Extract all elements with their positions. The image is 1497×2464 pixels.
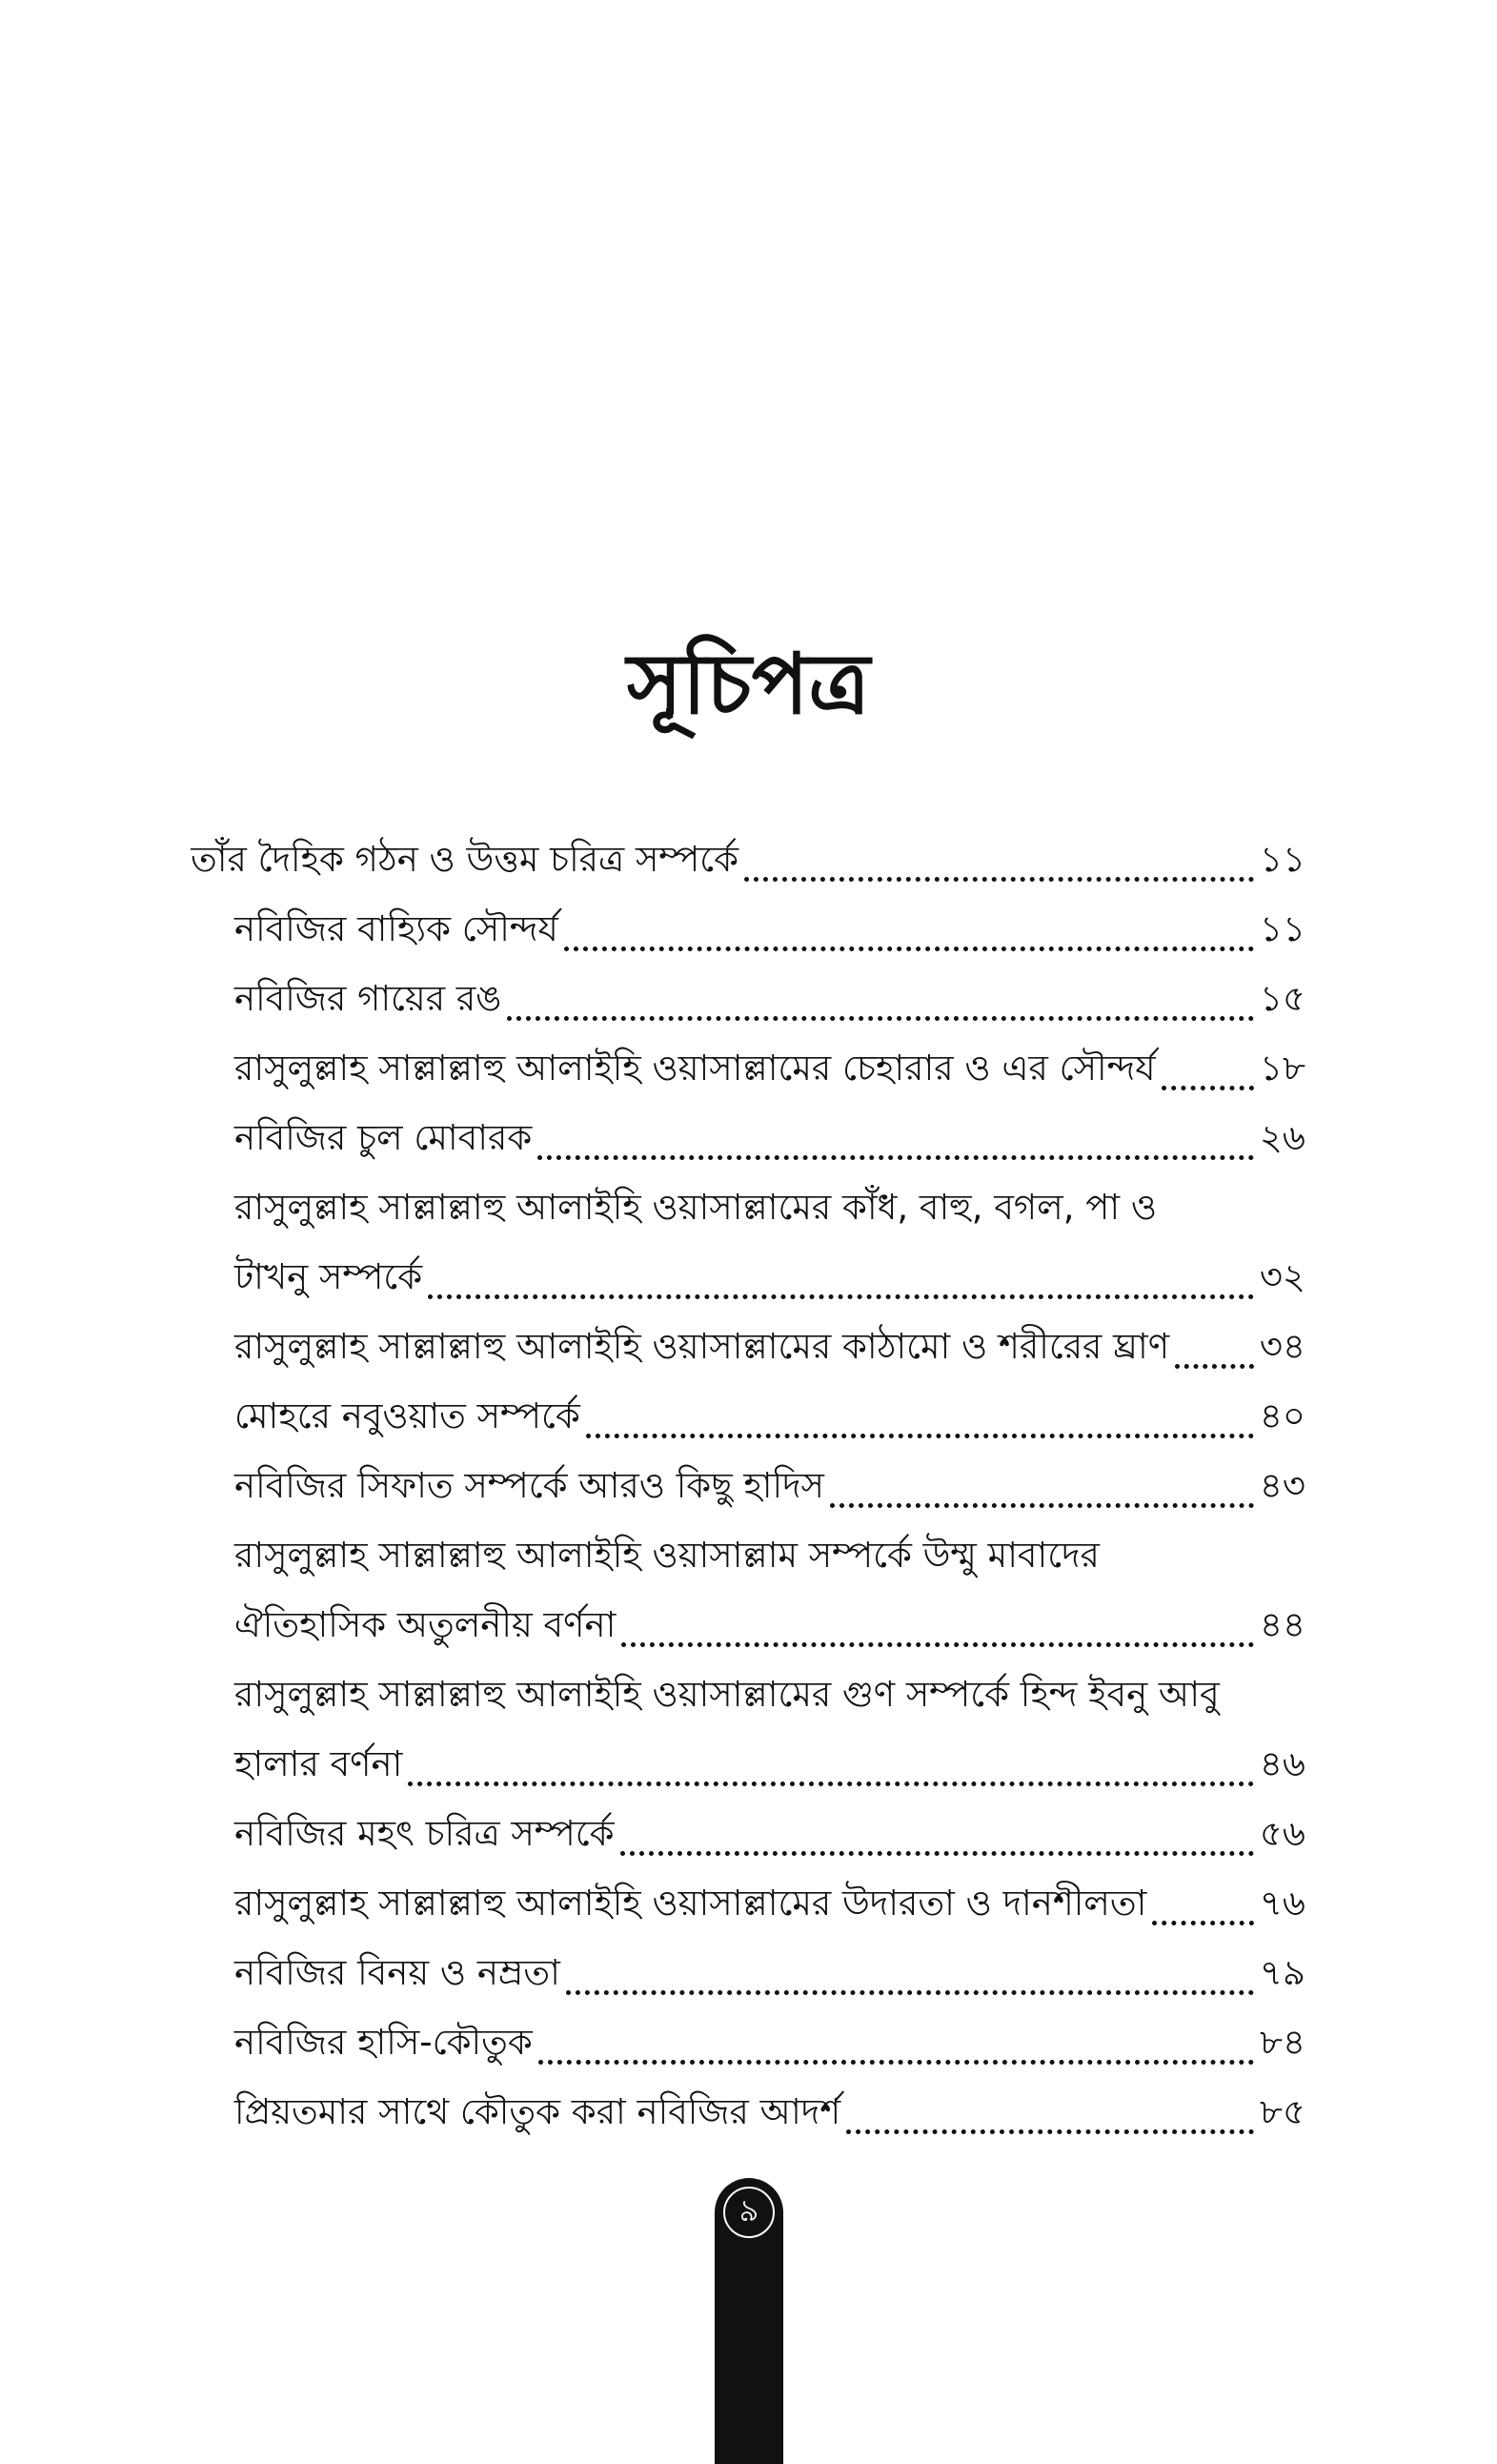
- toc-entry-label: নবিজির গায়ের রঙ: [234, 978, 502, 1019]
- toc-leader-dots: [846, 2129, 1254, 2134]
- toc-entry-label: রাসুলুল্লাহ সাল্লাল্লাহু আলাইহি ওয়াসাল্লামের কাঁধ, বাহু, বগল, পা ও: [234, 1187, 1158, 1228]
- toc-entry: [191, 1456, 1305, 1525]
- toc-leader-dots: [620, 1851, 1254, 1856]
- toc-entry-label: ঐতিহাসিক অতুলনীয় বর্ণনা: [234, 1604, 617, 1645]
- toc-entry: [191, 1108, 1305, 1177]
- toc-entry-label: নবিজির মহৎ চরিত্র সম্পর্কে: [234, 1813, 615, 1854]
- toc-leader-dots: [1162, 1086, 1254, 1090]
- toc-leader-dots: [621, 1642, 1254, 1647]
- toc-entry: [191, 968, 1305, 1038]
- toc-entry-page: ৩২: [1259, 1256, 1305, 1297]
- toc-entry-label: রাসুলুল্লাহ সাল্লাল্লাহু আলাইহি ওয়াসাল্লামের চেহারার ও এর সৌন্দর্য: [234, 1048, 1156, 1089]
- page-title: সূচিপত্র: [626, 635, 871, 733]
- toc-entry: [191, 1386, 1305, 1456]
- toc-entry-label: নবিজির চুল মোবারক: [234, 1117, 533, 1158]
- toc-entry-page: ৩৪: [1259, 1326, 1305, 1367]
- toc-leader-dots: [1175, 1364, 1254, 1369]
- toc-entry: [191, 1595, 1305, 1664]
- toc-entry: [191, 1316, 1305, 1386]
- toc-entry: [191, 1873, 1305, 1943]
- toc-entry-label: রাসুলুল্লাহ সাল্লাল্লাহু আলাইহি ওয়াসাল্লামের উদারতা ও দানশীলতা: [234, 1883, 1147, 1924]
- toc-entry: [191, 829, 1305, 899]
- toc-entry-page: ৪০: [1259, 1395, 1305, 1436]
- toc-entry: [191, 1943, 1305, 2012]
- toc-leader-dots: [586, 1434, 1254, 1438]
- table-of-contents: [191, 829, 1305, 2151]
- toc-entry-page: ৪৩: [1259, 1465, 1305, 1506]
- toc-leader-dots: [538, 2060, 1254, 2065]
- toc-entry-page: ২৬: [1259, 1117, 1305, 1158]
- toc-entry-label: হালার বর্ণনা: [234, 1743, 403, 1784]
- toc-entry-label: প্রিয়তমার সাথে কৌতুক করা নবিজির আদর্শ: [234, 2091, 841, 2132]
- toc-entry-page: ১৮: [1259, 1048, 1305, 1089]
- toc-entry-page: ৭৬: [1259, 1883, 1305, 1924]
- toc-entry: [191, 2082, 1305, 2151]
- toc-entry-wrapped: [191, 1664, 1305, 1734]
- toc-entry: [191, 899, 1305, 968]
- toc-entry: [191, 1038, 1305, 1108]
- toc-entry-page: ৫৬: [1259, 1813, 1305, 1854]
- toc-entry-page: ৭৯: [1259, 1952, 1305, 1993]
- toc-entry-label: নবিজির সিফাত সম্পর্কে আরও কিছু হাদিস: [234, 1465, 825, 1506]
- toc-entry-label: নবিজির বাহ্যিক সৌন্দর্য: [234, 908, 558, 949]
- toc-entry: [191, 1247, 1305, 1316]
- toc-leader-dots: [537, 1155, 1254, 1160]
- toc-entry-label: তাঁর দৈহিক গঠন ও উত্তম চরিত্র সম্পর্কে: [191, 839, 739, 880]
- toc-entry-wrapped: [191, 1525, 1305, 1595]
- toc-entry-page: ১১: [1259, 908, 1305, 949]
- toc-entry-label: রাসুলুল্লাহ সাল্লাল্লাহু আলাইহি ওয়াসাল্লামের গুণ সম্পর্কে হিন্দ ইবনু আবু: [234, 1674, 1220, 1715]
- toc-entry-label: নবিজির বিনয় ও নম্রতা: [234, 1952, 560, 1993]
- toc-leader-dots: [1152, 1921, 1254, 1925]
- toc-entry: [191, 1734, 1305, 1803]
- toc-entry-wrapped: [191, 1177, 1305, 1247]
- toc-entry-label: টাখনু সম্পর্কে: [234, 1256, 423, 1297]
- toc-entry: [191, 1803, 1305, 1873]
- page-number-tab: [715, 2178, 783, 2464]
- toc-entry-page: ৪৬: [1259, 1743, 1305, 1784]
- toc-leader-dots: [830, 1503, 1254, 1508]
- toc-leader-dots: [408, 1782, 1254, 1786]
- toc-entry: [191, 2012, 1305, 2082]
- toc-leader-dots: [507, 1016, 1254, 1021]
- toc-entry-page: ১১: [1259, 839, 1305, 880]
- toc-leader-dots: [744, 877, 1254, 882]
- toc-entry-page: ১৫: [1259, 978, 1305, 1019]
- toc-entry-label: রাসুলুল্লাহ সাল্লাল্লাহু আলাইহি ওয়াসাল্লাম সম্পর্কে উম্মু মাবাদের: [234, 1535, 1100, 1576]
- page-number: ৯: [715, 2178, 783, 2247]
- toc-entry-page: ৮৫: [1259, 2091, 1305, 2132]
- toc-leader-dots: [428, 1294, 1254, 1299]
- toc-entry-label: রাসুলুল্লাহ সাল্লাল্লাহু আলাইহি ওয়াসাল্লামের কাঠামো ও শরীরের ঘ্রাণ: [234, 1326, 1170, 1367]
- toc-entry-page: ৮৪: [1259, 2022, 1305, 2063]
- toc-leader-dots: [564, 947, 1254, 951]
- toc-entry-label: নবিজির হাসি-কৌতুক: [234, 2022, 533, 2063]
- toc-leader-dots: [566, 1990, 1254, 1995]
- toc-entry-label: মোহরে নবুওয়াত সম্পর্কে: [234, 1395, 580, 1436]
- toc-entry-page: ৪৪: [1259, 1604, 1305, 1645]
